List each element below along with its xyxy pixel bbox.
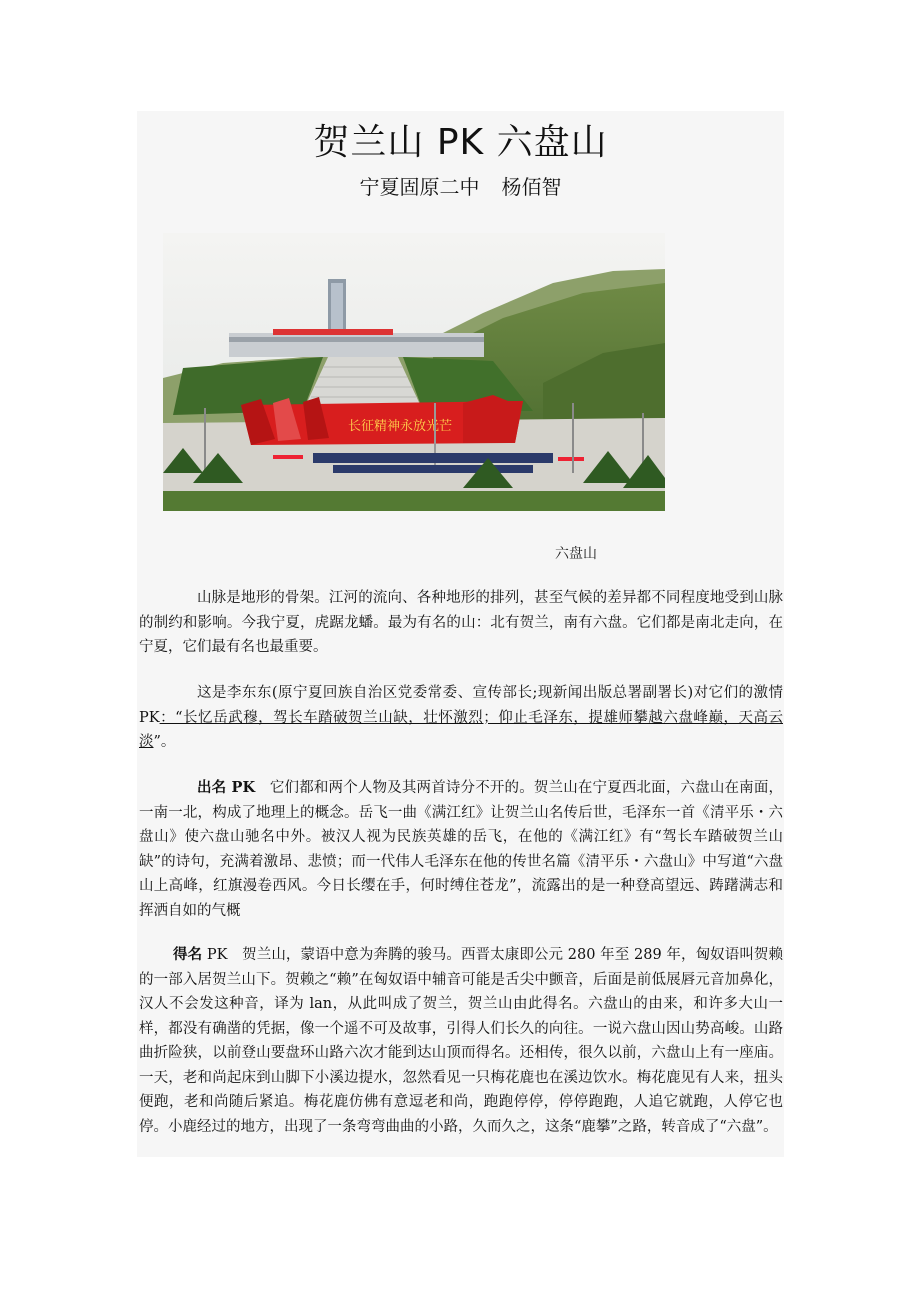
memorial-photo-icon [163, 233, 665, 511]
svg-text:长征精神永放光芒: 长征精神永放光芒 [348, 419, 453, 434]
byline [137, 171, 784, 200]
quote-lead: 这是李东东(原宁夏回族自治区党委常委、宣传部长;现新闻出版总署副署长)对它们的激情 PK [139, 685, 783, 726]
page-title: 贺兰山 PK 六盘山 [313, 122, 608, 163]
paragraph-quote [139, 681, 783, 755]
author-name: 杨佰智 [501, 175, 562, 199]
quote-end: ”。 [153, 734, 176, 750]
paragraph-naming [139, 943, 783, 1139]
fame-heading: 出名 PK [197, 779, 256, 796]
school-name: 宁夏固原二中 [359, 175, 480, 199]
liupanshan-photo [163, 233, 665, 511]
paragraph-intro: 山脉是地形的骨架。江河的流向、各种地形的排列，甚至气候的差异都不同程度地受到山脉的制约和影响。今我宁夏，虎踞龙蟠。最为有名的山：北有贺兰，南有六盘。它们都是南北走向，在宁夏，它们最有名也最重要。 [139, 590, 783, 655]
photo-caption: 六盘山 [555, 546, 597, 562]
fame-text: 它们都和两个人物及其两首诗分不开的。贺兰山在宁夏西北面，六盘山在南面，一南一北，构成了地理上的概念。岳飞一曲《满江红》让贺兰山名传后世，毛泽东一首《清平乐・六盘山》使六盘山驰名中外。被汉人视为民族英雄的岳飞，在他的《满江红》有“驾长车踏破贺兰山缺”的诗句，充满着激昂、悲愤；而一代伟人毛泽东在他的传世名篇《清平乐・六盘山》中写道“六盘山上高峰，红旗漫卷西风。今日长缨在手，何时缚住苍龙”，流露出的是一种登高望远、踌躇满志和挥洒自如的气概 [139, 780, 784, 919]
naming-text: PK 贺兰山，蒙语中意为奔腾的骏马。西晋太康即公元 280 年至 289 年，匈奴语叫贺赖的一部入居贺兰山下。贺赖之“赖”在匈奴语中辅音可能是舌尖中颤音，后面是前低展唇元音加鼻化，汉人不会发这种音，译为 lan，从此叫成了贺兰，贺兰山由此得名。六盘山的由来，和许多大山一样，都没有确凿的凭据，像一个遥不可及故事，引得人们长久的向往。一说六盘山因山势高峻。山路曲折险狭，以前登山要盘环山路六次才能到达山顶而得名。还相传，很久以前，六盘山上有一座庙。一天，老和尚起床到山脚下小溪边提水，忽然看见一只梅花鹿也在溪边饮水。梅花鹿见有人来，扭头便跑，老和尚随后紧追。梅花鹿仿佛有意逗老和尚，跑跑停停，停停跑跑，人追它就跑，人停它也停。小鹿经过的地方，出现了一条弯弯曲曲的小路，久而久之，这条“鹿攀”之路，转音成了“六盘”。 [139, 947, 784, 1135]
paragraph-fame [139, 776, 783, 923]
naming-heading: 得名 [173, 946, 203, 963]
quote-text: ：“长忆岳武穆，驾长车踏破贺兰山缺，壮怀激烈；仰止毛泽东，提雄师攀越六盘峰巅，天高云淡 [139, 709, 783, 750]
